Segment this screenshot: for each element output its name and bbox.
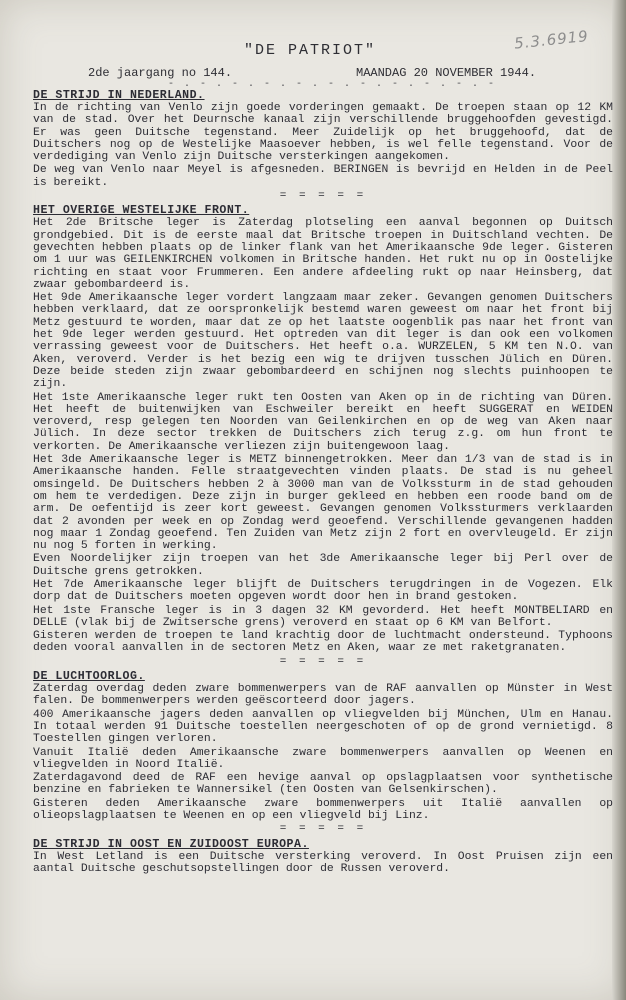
- paragraph: Gisteren deden Amerikaansche zware bommenwerpers uit Italië aanvallen op olieopslagplaatsen te Weenen en op een vliegveld bij Linz.: [33, 797, 613, 823]
- section-air-war: [33, 670, 613, 822]
- paragraph: In de richting van Venlo zijn goede vorderingen gemaakt. De troepen staan op 12 KM van de stad. Over het Deurnsche kanaal zijn verschillende bruggehoofden gevestigd. Er was geen Duitsche tegenstand. Meer Zuidelijk op het bruggehoofd, dat de Duitschers nog op de Westelijke Maasoever hebben, is wel felle tegenstand. Voor de verdediging van Venlo zijn Duitsche versterkingen aangekomen.: [33, 102, 613, 164]
- newspaper-title: "DE PATRIOT": [243, 42, 377, 59]
- section-netherlands: [33, 89, 613, 189]
- paragraph: Het 2de Britsche leger is Zaterdag plotseling een aanval begonnen op Duitsch grondgebied. Dit is de eerste maal dat Britsche troepen in Duitschland vechten. De gevechten hebben plaats op de linker flank van het Amerikaansche 9de leger. Gisteren om 1 uur was GEILENKIRCHEN volkomen in Britsche handen. Het rukt nu op in Oostelijke richting en staat voor Frummeren. Een andere afdeeling rukt op naar Heinsberg, dat zwaar gebombardeerd is.: [33, 217, 613, 291]
- paragraph: Gisteren werden de troepen te land krachtig door de luchtmacht ondersteund. Typhoons deden vooral aanvallen in de sectoren Metz en Aken, waar ze met raketgranaten.: [33, 630, 613, 655]
- section-east-europe: [33, 838, 613, 876]
- paragraph: Het 1ste Amerikaansche leger rukt ten Oosten van Aken op in de richting van Düren. Het heeft de buitenwijken van Eschweiler bereikt en heeft SUGGERAT en WEIDEN veroverd, resp gelegen ten Noorden van Geilenkirchen en op de weg van Aken naar Jülich. In deze sector trekken de Duitschers zich terug z.g. om hun front te verkorten. De Amerikaansche verliezen zijn buitengewoon laag.: [33, 391, 613, 453]
- paragraph: Even Noordelijker zijn troepen van het 3de Amerikaansche leger bij Perl over de Duitsche grens getrokken.: [33, 553, 613, 578]
- paragraph: Het 7de Amerikaansche leger blijft de Duitschers terugdringen in de Vogezen. Elk dorp dat de Duitschers moeten opgeven wordt door hen in brand gestoken.: [33, 578, 613, 604]
- section-separator: = = = = =: [279, 655, 367, 668]
- section-title: DE STRIJD IN OOST EN ZUIDOOST EUROPA.: [33, 837, 309, 851]
- page-edge: [612, 0, 626, 1000]
- issue-number: 2de jaargang no 144.: [88, 66, 233, 80]
- paragraph: Het 3de Amerikaansche leger is METZ binnengetrokken. Meer dan 1/3 van de stad is in Amerikaansche handen. Felle straatgevechten vinden plaats. De stad is nu geheel omsingeld. De Duitschers hebben 2 à 3000 man van de Volkssturm in de stad gehouden om hem te verdedigen. Deze zijn in burger gekleed en hebben een roode band om de arm. De oefentijd is zeer kort geweest. Gevangen genomen Volkssturmers verklaarden dat 2 avonden per week en op Zondag werd geoefend. Verschillende gevangenen hadden nog maar 1 Zondag geoefend. Ten Zuiden van Metz zijn 2 fort en overvleugeld. Er zijn nu nog 5 forten in werking.: [33, 454, 613, 553]
- section-separator: = = = = =: [279, 823, 367, 836]
- paragraph: In West Letland is een Duitsche versterking veroverd. In Oost Pruisen zijn een aantal Duitsche geschutsopstellingen door de Russen veroverd.: [33, 850, 613, 875]
- paragraph: Het 9de Amerikaansche leger vordert langzaam maar zeker. Gevangen genomen Duitschers hebben verklaard, dat ze oorspronkelijk bestemd waren geweest om naar het front bij Metz gestuurd te worden, maar dat ze op het laatste oogenblik pas naar het front van het 9de leger werden gestuurd. Het optreden van dit leger is dan ook een volkomen verrassing geweest voor de Duitschers. Het heeft o.a. WURZELEN, 5 KM ten N.O. van Aken, veroverd. Verder is het bezig een wig te drijven tusschen Jülich en Düren. Deze beide steden zijn zwaar gebombardeerd en schijnen nog slechts puinhoopen te zijn.: [33, 292, 613, 391]
- article-body: [33, 89, 613, 876]
- section-title: DE STRIJD IN NEDERLAND.: [33, 89, 205, 102]
- section-western-front: [33, 204, 613, 654]
- section-title: HET OVERIGE WESTELIJKE FRONT.: [33, 204, 250, 218]
- paragraph: Vanuit Italië deden Amerikaansche zware bommenwerpers aanvallen op Weenen en vliegvelden in Noord Italië.: [33, 746, 613, 771]
- paragraph: Zaterdag overdag deden zware bommenwerpers van de RAF aanvallen op Münster in West falen. De bommenwerpers werden geëscorteerd door jagers.: [33, 683, 613, 708]
- paragraph: 400 Amerikaansche jagers deden aanvallen op vliegvelden bij München, Ulm en Hanau. In totaal werden 91 Duitsche toestellen neergeschoten of op de grond vernietigd. 8 Toestellen gingen verloren.: [33, 708, 613, 746]
- paragraph: De weg van Venlo naar Meyel is afgesneden. BERINGEN is bevrijd en Helden in de Peel is bereikt.: [33, 164, 613, 189]
- issue-date: MAANDAG 20 NOVEMBER 1944.: [356, 66, 537, 80]
- paragraph: Zaterdagavond deed de RAF een hevige aanval op opslagplaatsen voor synthetische benzine en fabrieken te Wannersikel (ten Oosten van Gelsenkirschen).: [33, 772, 613, 797]
- archive-number: 5.3.6919: [513, 26, 590, 53]
- paragraph: Het 1ste Fransche leger is in 3 dagen 32 KM gevorderd. Het heeft MONTBELIARD en DELLE (vlak bij de Zwitsersche grens) veroverd en staat op 6 KM van Belfort.: [33, 604, 613, 629]
- header-rule: - . - . - . - . - . - . - . - . - . - . -: [168, 79, 497, 90]
- section-title: DE LUCHTOORLOG.: [33, 670, 145, 684]
- section-separator: = = = = =: [279, 190, 367, 203]
